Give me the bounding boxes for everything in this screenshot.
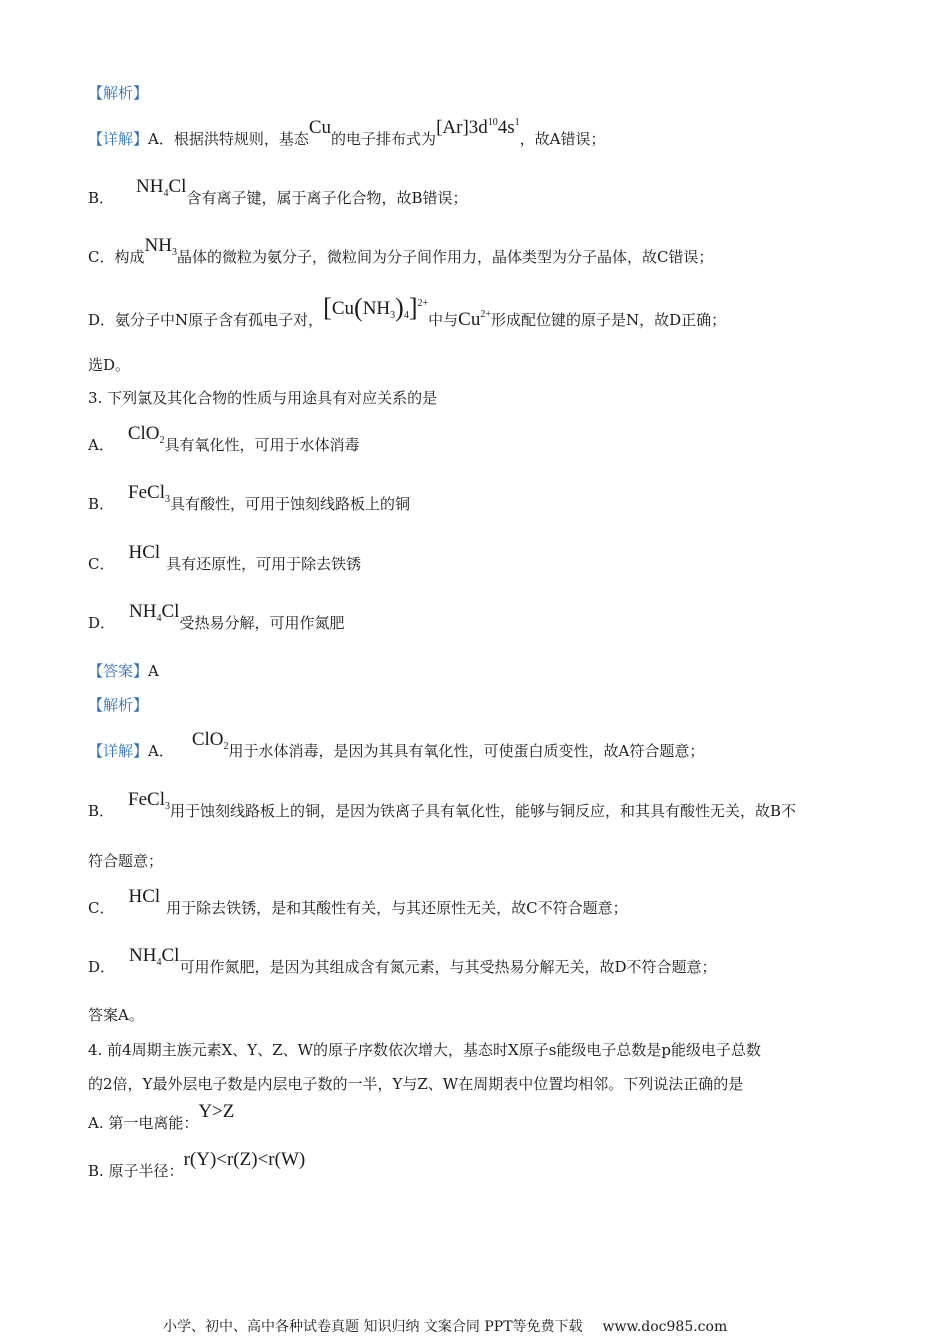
formula-ionization-compare: Y>Z <box>198 1101 235 1122</box>
question-3-stem: 3. 下列氯及其化合物的性质与用途具有对应关系的是 <box>88 389 438 407</box>
detail-a-pre: A．根据洪特规则，基态 <box>148 130 309 148</box>
formula-nh3: $NH_3$ <box>144 235 177 258</box>
detail-d-line: D．氨分子中N原子含有孤电子对，$[Cu(NH_3)_4]^{2+}$中与$Cu^{2+}$形成配位键的原子是N，故D正确； <box>88 306 726 334</box>
answer-tag: 【答案】 <box>88 662 149 680</box>
formula-cu: Cu <box>308 117 332 138</box>
answer-line <box>88 660 159 682</box>
formula-nh4cl: $NH_4Cl$ <box>129 601 180 624</box>
final-answer-line: 答案A。 <box>88 1006 144 1024</box>
formula-cu2-ion: $Cu^{2+}$ <box>458 309 491 330</box>
q3-option-b: B．FeCl$_3$具有酸性，可用于蚀刻线路板上的铜 <box>88 482 410 513</box>
footer-text: 小学、初中、高中各种试卷真题 知识归纳 文案合同 PPT等免费下载 <box>163 1319 583 1335</box>
detail-a-post: ，故A错误； <box>519 130 606 148</box>
q4-option-a: A. 第一电离能：Y>Z <box>88 1101 235 1132</box>
question-4-stem-line2: 的2倍，Y最外层电子数是内层电子数的一半，Y与Z、W在周期表中位置均相邻。下列说法正确的是 <box>88 1075 744 1093</box>
formula-clo2: ClO$_2$ <box>191 729 229 752</box>
formula-nh4cl: $NH_4Cl$ <box>136 176 187 199</box>
detail-tag: 【详解】 <box>88 742 149 760</box>
q3-detail-a: 【详解】A．ClO$_2$用于水体消毒，是因为其具有氧化性，可使蛋白质变性，故A符合题意； <box>88 729 705 760</box>
detail-a-mid: 的电子排布式为 <box>331 130 437 148</box>
detail-tag: 【详解】 <box>88 130 149 148</box>
formula-hcl: HCl <box>128 542 161 563</box>
footer <box>163 1316 727 1336</box>
answer-value: A <box>148 662 159 680</box>
choice-line: 选D。 <box>88 356 131 374</box>
detail-c-line: C．构成$NH_3$晶体的微粒为氨分子，微粒间为分子间作用力，晶体类型为分子晶体，故C错误； <box>88 235 714 266</box>
analysis-tag: 【解析】 <box>88 84 149 102</box>
q4-option-b: B. 原子半径：r(Y)<r(Z)<r(W) <box>88 1149 306 1180</box>
question-4-stem-line1: 4. 前4周期主族元素X、Y、Z、W的原子序数依次增大，基态时X原子s能级电子总数是p能级电子总数 <box>88 1041 762 1059</box>
q3-detail-b-cont: 符合题意； <box>88 852 164 870</box>
formula-radius-compare: r(Y)<r(Z)<r(W) <box>183 1149 306 1170</box>
detail-b-line: B．$NH_4Cl$含有离子键，属于离子化合物，故B错误； <box>88 176 468 207</box>
analysis-tag: 【解析】 <box>88 696 149 714</box>
footer-url[interactable]: www.doc985.com <box>602 1319 728 1335</box>
formula-clo2: ClO$_2$ <box>127 423 165 446</box>
q3-option-d: D．$NH_4Cl$受热易分解，可用作氮肥 <box>88 601 345 632</box>
q3-option-a: A．ClO$_2$具有氧化性，可用于水体消毒 <box>88 423 360 454</box>
formula-hcl: HCl <box>128 886 161 907</box>
q3-detail-d: D．$NH_4Cl$可用作氮肥，是因为其组成含有氮元素，与其受热易分解无关，故D不符合题意； <box>88 945 717 976</box>
formula-nh4cl: $NH_4Cl$ <box>129 945 180 968</box>
q3-detail-b: B．FeCl$_3$用于蚀刻线路板上的铜，是因为铁离子具有氧化性，能够与铜反应，和其具有酸性无关，故B不 <box>88 789 797 820</box>
formula-fecl3: FeCl$_3$ <box>128 789 170 812</box>
detail-a-line <box>88 117 606 153</box>
q3-option-c: C．HCl具有还原性，可用于除去铁锈 <box>88 542 362 573</box>
formula-fecl3: FeCl$_3$ <box>128 482 170 505</box>
q3-detail-c: C．HCl用于除去铁锈，是和其酸性有关，与其还原性无关，故C不符合题意； <box>88 886 628 917</box>
formula-electron-config: $[Ar]3d^{10}4s^1$ <box>436 117 520 138</box>
formula-cu-nh3-4-complex: $[Cu(NH_3)_4]^{2+}$ <box>323 293 429 322</box>
